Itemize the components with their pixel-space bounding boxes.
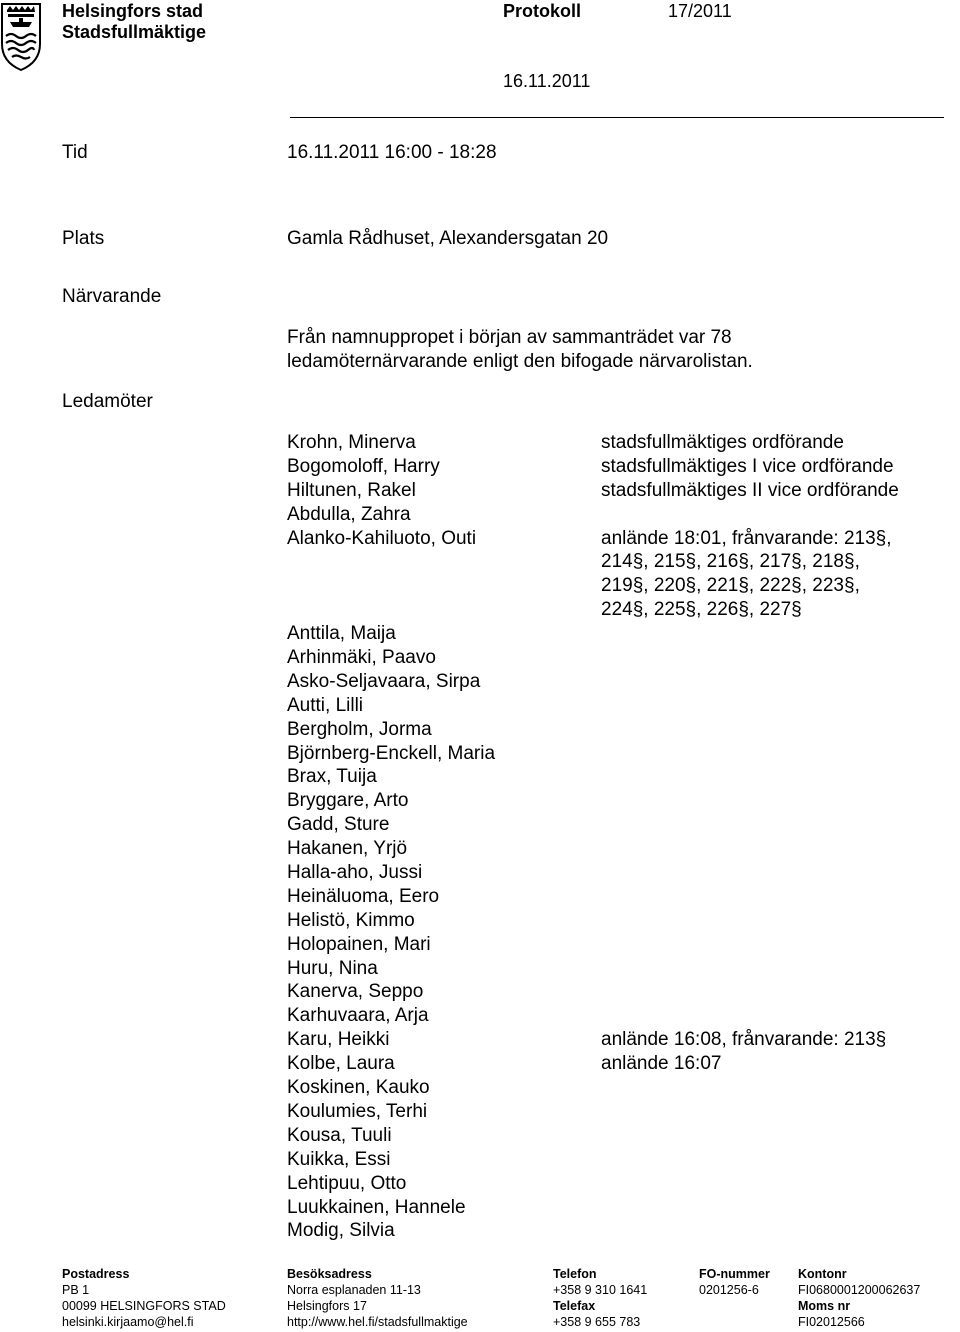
member-note: anlände 16:08, frånvarande: 213§ <box>601 1029 887 1051</box>
member-name: Bogomoloff, Harry <box>287 455 440 477</box>
footer-line: FI02012566 <box>798 1315 865 1329</box>
member-row <box>287 598 947 622</box>
member-name: Bryggare, Arto <box>287 790 409 812</box>
member-row <box>287 813 947 837</box>
footer-telefon <box>553 1266 647 1330</box>
footer-line: 0201256-6 <box>699 1283 759 1297</box>
footer-heading: Postadress <box>62 1267 130 1281</box>
member-row <box>287 694 947 718</box>
member-name: Asko-Seljavaara, Sirpa <box>287 670 481 692</box>
member-name: Koskinen, Kauko <box>287 1077 430 1099</box>
member-row <box>287 1076 947 1100</box>
member-name: Halla-aho, Jussi <box>287 862 423 884</box>
member-name: Anttila, Maija <box>287 623 396 645</box>
member-row <box>287 1148 947 1172</box>
doc-date: 16.11.2011 <box>503 71 591 91</box>
member-name: Krohn, Minerva <box>287 432 416 453</box>
footer-line: Helsingfors 17 <box>287 1299 367 1313</box>
member-row <box>287 980 947 1004</box>
member-row <box>287 670 947 694</box>
member-row <box>287 1172 947 1196</box>
plats-label: Plats <box>62 228 105 249</box>
member-row <box>287 1124 947 1148</box>
footer-heading: Telefax <box>553 1299 596 1313</box>
member-name: Gadd, Sture <box>287 814 390 836</box>
footer-kontonr <box>798 1266 920 1330</box>
member-row <box>287 455 947 479</box>
narvarande-label: Närvarande <box>62 286 162 307</box>
footer-besoksadress <box>287 1266 468 1330</box>
footer-email[interactable]: helsinki.kirjaamo@hel.fi <box>62 1315 194 1329</box>
member-row <box>287 861 947 885</box>
tid-value: 16.11.2011 16:00 - 18:28 <box>287 142 497 163</box>
doc-number: 17/2011 <box>668 1 732 21</box>
member-name: Luukkainen, Hannele <box>287 1196 466 1218</box>
member-name: Holopainen, Mari <box>287 933 431 955</box>
footer-heading: Besöksadress <box>287 1267 372 1281</box>
footer-heading: Moms nr <box>798 1299 851 1313</box>
member-name: Modig, Silvia <box>287 1220 395 1242</box>
footer-line: +358 9 655 783 <box>553 1315 641 1329</box>
footer-fo-nummer <box>699 1266 770 1298</box>
footer-line: +358 9 310 1641 <box>553 1283 648 1297</box>
member-row <box>287 574 947 598</box>
member-name: Lehtipuu, Otto <box>287 1172 407 1194</box>
footer-line: FI0680001200062637 <box>798 1283 921 1297</box>
footer-url[interactable]: http://www.hel.fi/stadsfullmaktige <box>287 1315 468 1329</box>
member-row <box>287 550 947 574</box>
plats-value: Gamla Rådhuset, Alexandersgatan 20 <box>287 228 609 249</box>
org-name: Helsingfors stad <box>62 1 204 21</box>
member-row <box>287 431 947 455</box>
header-divider <box>290 117 944 118</box>
member-row <box>287 933 947 957</box>
member-row <box>287 957 947 981</box>
member-list <box>287 431 947 1243</box>
member-note: anlände 16:07 <box>601 1053 722 1075</box>
member-row <box>287 1100 947 1124</box>
member-name: Kousa, Tuuli <box>287 1124 392 1146</box>
member-row <box>287 1219 947 1243</box>
ledamoter-label: Ledamöter <box>62 391 153 412</box>
helsinki-crest-icon <box>0 0 42 72</box>
footer-heading: FO-nummer <box>699 1267 770 1281</box>
member-row <box>287 909 947 933</box>
member-row <box>287 479 947 503</box>
member-name: Kolbe, Laura <box>287 1053 395 1075</box>
footer-line: Norra esplanaden 11-13 <box>287 1283 421 1297</box>
member-name: Koulumies, Terhi <box>287 1100 428 1122</box>
footer-line: 00099 HELSINGFORS STAD <box>62 1299 226 1313</box>
member-row <box>287 837 947 861</box>
tid-label: Tid <box>62 142 88 163</box>
member-row <box>287 742 947 766</box>
intro-line-1: Från namnuppropet i början av sammanträdet var 78 <box>287 327 732 348</box>
member-name: Helistö, Kimmo <box>287 909 415 931</box>
member-name: Arhinmäki, Paavo <box>287 647 436 669</box>
member-name: Autti, Lilli <box>287 694 364 716</box>
member-row <box>287 789 947 813</box>
member-row <box>287 1004 947 1028</box>
member-name: Kuikka, Essi <box>287 1148 391 1170</box>
intro-line-2: ledamöternärvarande enligt den bifogade närvarolistan. <box>287 351 753 372</box>
member-name: Kanerva, Seppo <box>287 981 424 1003</box>
member-row <box>287 1052 947 1076</box>
member-row <box>287 503 947 527</box>
member-name: Alanko-Kahiluoto, Outi <box>287 527 477 549</box>
footer-postadress <box>62 1266 226 1330</box>
footer-heading: Telefon <box>553 1267 597 1281</box>
doc-type: Protokoll <box>503 1 582 21</box>
member-name: Karu, Heikki <box>287 1029 390 1051</box>
member-name: Heinäluoma, Eero <box>287 885 440 907</box>
member-row <box>287 1196 947 1220</box>
member-note: 214§, 215§, 216§, 217§, 218§, <box>601 551 860 573</box>
member-name: Abdulla, Zahra <box>287 503 411 525</box>
member-name: Björnberg-Enckell, Maria <box>287 742 496 764</box>
member-note: stadsfullmäktiges II vice ordförande <box>601 479 899 501</box>
member-row <box>287 765 947 789</box>
member-row <box>287 1028 947 1052</box>
member-row <box>287 718 947 742</box>
member-row <box>287 646 947 670</box>
member-note: 224§, 225§, 226§, 227§ <box>601 599 802 621</box>
member-note: 219§, 220§, 221§, 222§, 223§, <box>601 575 860 597</box>
member-name: Hakanen, Yrjö <box>287 838 408 860</box>
member-row <box>287 622 947 646</box>
org-body: Stadsfullmäktige <box>62 22 207 42</box>
member-row <box>287 527 947 551</box>
member-note: stadsfullmäktiges ordförande <box>601 432 844 453</box>
member-row <box>287 885 947 909</box>
member-name: Brax, Tuija <box>287 766 377 788</box>
footer-line: PB 1 <box>62 1283 90 1297</box>
member-note: stadsfullmäktiges I vice ordförande <box>601 455 894 477</box>
member-note: anlände 18:01, frånvarande: 213§, <box>601 527 892 549</box>
member-name: Karhuvaara, Arja <box>287 1005 429 1027</box>
member-name: Huru, Nina <box>287 957 378 979</box>
member-name: Bergholm, Jorma <box>287 718 432 740</box>
member-name: Hiltunen, Rakel <box>287 479 416 501</box>
footer-heading: Kontonr <box>798 1267 847 1281</box>
